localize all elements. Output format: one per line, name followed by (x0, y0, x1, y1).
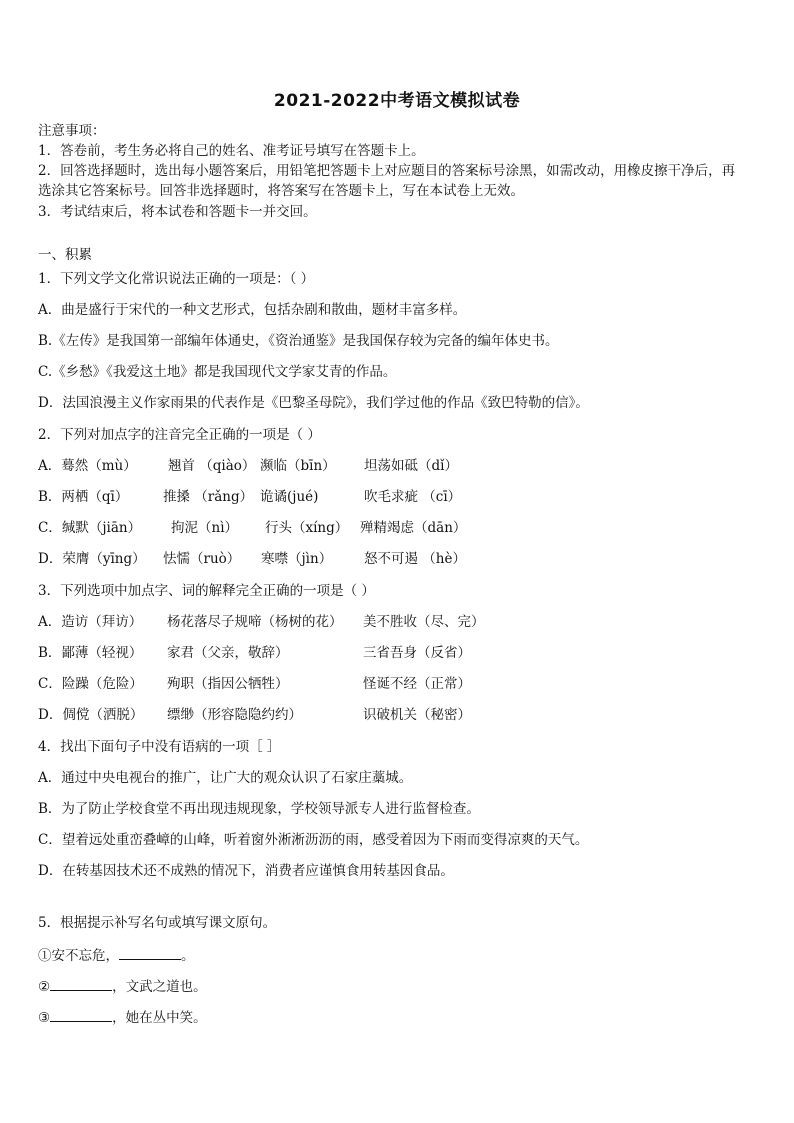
answer-option: 殚精竭虑（dān） (360, 520, 467, 536)
fill-blank-item (38, 977, 207, 996)
answer-option: 濒临（bīn） (260, 458, 336, 474)
answer-option: 缥缈（形容隐隐约约） (167, 707, 302, 723)
option-row (38, 519, 758, 537)
notice-item: 1．答卷前，考生务必将自己的姓名、准考证号填写在答题卡上。 (38, 143, 425, 159)
answer-option: D．荣膺（yīng） (38, 551, 146, 567)
answer-option: C．缄默（jiān） (38, 520, 142, 536)
answer-option: 殉职（指因公牺牲） (167, 676, 289, 692)
answer-option: 家君（父亲，敬辞） (167, 645, 289, 661)
answer-option: 推搡 （rǎng） (163, 489, 254, 505)
answer-option: A．曲是盛行于宋代的一种文艺形式，包括杂剧和散曲，题材丰富多样。 (38, 302, 467, 318)
answer-blank[interactable] (50, 977, 112, 991)
question-stem: 5．根据提示补写名句或填写课文原句。 (38, 915, 277, 931)
answer-option: A．造访（拜访） (38, 614, 143, 630)
question-stem: 2．下列对加点字的注音完全正确的一项是（ ） (38, 427, 321, 443)
answer-option: D．在转基因技术还不成熟的情况下，消费者应谨慎食用转基因食品。 (38, 863, 454, 879)
option-row (38, 488, 758, 506)
answer-option: 翘首 （qiào） (168, 458, 256, 474)
answer-option: 识破机关（秘密） (363, 707, 471, 723)
answer-blank[interactable] (50, 1008, 112, 1022)
fill-blank-item (38, 946, 195, 965)
notice-heading: 注意事项： (38, 123, 106, 139)
blank-suffix: ，文武之道也。 (112, 979, 207, 995)
blank-suffix: ，她在丛中笑。 (112, 1010, 207, 1026)
option-row (38, 457, 758, 475)
option-row (38, 550, 758, 568)
answer-option: C．险躁（危险） (38, 676, 143, 692)
answer-option: D．倜傥（洒脱） (38, 707, 144, 723)
answer-option: 怪诞不经（正常） (363, 676, 471, 692)
question-stem: 1．下列文学文化常识说法正确的一项是：（ ） (38, 271, 315, 287)
notice-item: 2．回答选择题时，选出每小题答案后，用铅笔把答题卡上对应题目的答案标号涂黑，如需改动，用橡皮擦干净后，再 (38, 163, 736, 179)
answer-option: 怯懦（ruò） (163, 551, 241, 567)
question-stem: 3．下列选项中加点字、词的解释完全正确的一项是（ ） (38, 583, 375, 599)
answer-option: 行头（xíng） (265, 520, 349, 536)
answer-option: 寒噤（jìn） (261, 551, 333, 567)
answer-option: B.《左传》是我国第一部编年体通史，《资治通鉴》是我国保存较为完备的编年体史书。 (38, 333, 559, 349)
blank-prefix: ③ (38, 1010, 51, 1026)
answer-option: C．望着远处重峦叠嶂的山峰，听着窗外淅淅沥沥的雨，感受着因为下雨而变得凉爽的天气。 (38, 832, 589, 848)
answer-option: 美不胜收（尽、完） (363, 614, 485, 630)
notice-item: 3．考试结束后，将本试卷和答题卡一并交回。 (38, 204, 317, 220)
fill-blank-item (38, 1008, 207, 1027)
notice-item: 选涂其它答案标号。回答非选择题时，将答案写在答题卡上，写在本试卷上无效。 (38, 183, 524, 199)
answer-option: 杨花落尽子规啼（杨树的花） (167, 614, 343, 630)
blank-suffix: 。 (181, 948, 195, 964)
option-row (38, 613, 758, 631)
answer-option: B．为了防止学校食堂不再出现违规现象，学校领导派专人进行监督检查。 (38, 801, 480, 817)
answer-option: B．鄙薄（轻视） (38, 645, 143, 661)
answer-option: 拘泥（nì） (171, 520, 239, 536)
answer-option: 吹毛求疵 （cī） (364, 489, 462, 505)
option-row (38, 706, 758, 724)
answer-option: B．两栖（qī） (38, 489, 129, 505)
option-row (38, 644, 758, 662)
answer-blank[interactable] (119, 946, 181, 960)
answer-option: 坦荡如砥（dǐ） (364, 458, 458, 474)
answer-option: 三省吾身（反省） (363, 645, 471, 661)
answer-option: 怒不可遏 （hè） (364, 551, 466, 567)
answer-option: A．通过中央电视台的推广，让广大的观众认识了石家庄藁城。 (38, 770, 413, 786)
answer-option: D．法国浪漫主义作家雨果的代表作是《巴黎圣母院》，我们学过他的作品《致巴特勒的信》。 (38, 395, 589, 411)
option-row (38, 675, 758, 693)
answer-option: 诡谲(jué) (260, 489, 319, 505)
section-heading: 一、积累 (38, 247, 92, 263)
blank-prefix: ①安不忘危， (38, 948, 119, 964)
answer-option: C.《乡愁》《我爱这土地》都是我国现代文学家艾青的作品。 (38, 364, 397, 380)
answer-option: A．蓦然（mù） (38, 458, 137, 474)
question-stem: 4．找出下面句子中没有语病的一项［ ］ (38, 739, 281, 755)
page-title: 2021-2022中考语文模拟试卷 (273, 91, 521, 111)
blank-prefix: ② (38, 979, 51, 995)
